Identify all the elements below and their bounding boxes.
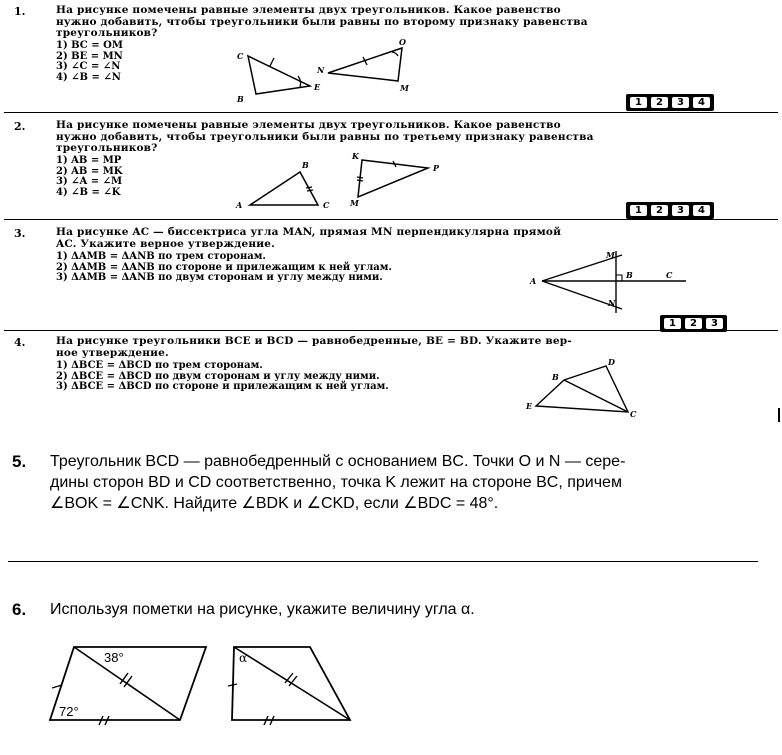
vertex-label: B	[302, 160, 309, 170]
task-number: 1.	[14, 5, 26, 18]
task-2	[0, 114, 782, 218]
vertex-label: P	[433, 163, 440, 173]
answer-options	[56, 156, 122, 198]
vertex-label: C	[237, 51, 244, 61]
vertex-label: M	[350, 198, 359, 208]
vertex-label: B	[626, 270, 633, 280]
vertex-label: M	[400, 83, 409, 93]
answer-boxes	[626, 202, 714, 219]
vertex-label: A	[236, 200, 243, 210]
bisector-figure	[526, 249, 696, 319]
alpha-label: α	[239, 651, 248, 665]
option[interactable]: 1) ΔAMB = ΔANB по трем сторонам.	[56, 251, 266, 262]
vertex-label: O	[399, 37, 406, 47]
trapezoid-figure	[222, 642, 372, 732]
vertex-label: B	[237, 94, 244, 104]
task-4	[0, 332, 782, 422]
task-number: 2.	[14, 120, 26, 133]
vertex-label: N	[608, 298, 616, 308]
answer-box-4[interactable]: 4	[692, 96, 711, 109]
divider	[4, 112, 778, 113]
answer-options	[56, 252, 392, 284]
vertex-label: M	[606, 250, 615, 260]
answer-box-3[interactable]: 3	[705, 317, 724, 330]
task-question: На рисунке треугольники BCE и BCD — равнобедренные, BE = BD. Укажите вер- ное утверждение.	[56, 335, 572, 359]
option[interactable]: 3) ΔAMB = ΔANB по двум сторонам и углу между ними.	[56, 272, 383, 283]
vertex-label: N	[317, 65, 325, 75]
task-number: 6.	[12, 600, 27, 619]
option[interactable]: 3) ΔBCE = ΔBCD по стороне и прилежащим к ней углам.	[56, 381, 389, 392]
vertex-label: A	[530, 276, 537, 286]
task-3	[0, 221, 782, 329]
option[interactable]: 4) ∠B = ∠N	[56, 71, 121, 83]
vertex-label: C	[323, 200, 330, 210]
option[interactable]: 1) AB = MP	[56, 155, 122, 166]
task-number: 4.	[14, 336, 26, 349]
angle-label: 72°	[59, 704, 79, 719]
task-question: На рисунке помечены равные элементы двух треугольников. Какое равенство нужно добавить, чтобы треугольники были равны по второму признаку равенства треугольников?	[56, 4, 588, 39]
task-6-text: Используя пометки на рисунке, укажите величину угла α.	[50, 601, 475, 618]
option[interactable]: 1) BC = OM	[56, 40, 123, 51]
vertex-label: C	[630, 409, 637, 419]
option[interactable]: 3) ∠C = ∠N	[56, 61, 121, 72]
option[interactable]: 1) ΔBCE = ΔBCD по трем сторонам.	[56, 360, 263, 371]
task-number: 3.	[14, 227, 26, 240]
divider	[4, 330, 778, 331]
answer-box-2[interactable]: 2	[684, 317, 703, 330]
answer-box-3[interactable]: 3	[671, 204, 690, 217]
vertex-label: E	[526, 401, 533, 411]
option[interactable]: 2) ΔBCE = ΔBCD по двум сторонам и углу между ними.	[56, 370, 380, 382]
divider	[4, 219, 778, 220]
task-question: На рисунке AC — биссектриса угла MAN, прямая MN перпендикулярна прямой AC. Укажите верное утверждение.	[56, 226, 562, 250]
vertex-label: C	[666, 270, 673, 280]
vertex-label: K	[352, 151, 359, 161]
answer-box-2[interactable]: 2	[650, 96, 669, 109]
option[interactable]: 2) BE = MN	[56, 50, 123, 62]
vertex-label: B	[552, 372, 559, 382]
answer-box-1[interactable]: 1	[629, 96, 648, 109]
answer-boxes	[626, 94, 714, 111]
answer-line[interactable]	[8, 561, 758, 562]
task-1	[0, 0, 782, 112]
answer-box-1[interactable]: 1	[629, 204, 648, 217]
answer-options	[56, 361, 389, 393]
answer-options	[56, 41, 123, 83]
option[interactable]: 4) ∠B = ∠K	[56, 186, 121, 198]
task-number: 5.	[12, 452, 27, 471]
parallelogram-figure	[40, 642, 210, 732]
task-question: На рисунке помечены равные элементы двух треугольников. Какое равенство нужно добавить, чтобы треугольники были равны по третьему признаку равенства треугольников?	[56, 119, 594, 154]
answer-box-1[interactable]: 1	[663, 317, 682, 330]
quadrilateral-figure	[516, 354, 656, 444]
angle-label: 38°	[104, 650, 124, 665]
option[interactable]: 3) ∠A = ∠M	[56, 176, 123, 187]
option[interactable]: 2) AB = MK	[56, 165, 123, 177]
answer-box-2[interactable]: 2	[650, 204, 669, 217]
triangles-figure-1	[228, 36, 428, 106]
option[interactable]: 2) ΔAMB = ΔANB по стороне и прилежащим к ней углам.	[56, 261, 392, 273]
answer-box-3[interactable]: 3	[671, 96, 690, 109]
vertex-label: D	[608, 357, 615, 367]
task-5-text: Треугольник BCD — равнобедренный с основанием BC. Точки O и N — сере- дины сторон BD и CD соответственно, точка K лежит на стороне BC, причем ∠BOK = ∠CNK. Найдите ∠BDK и ∠CKD, если ∠BDC = 48°.	[50, 453, 626, 512]
edge-mark	[778, 408, 780, 422]
vertex-label: E	[314, 82, 321, 92]
answer-box-4[interactable]: 4	[692, 204, 711, 217]
